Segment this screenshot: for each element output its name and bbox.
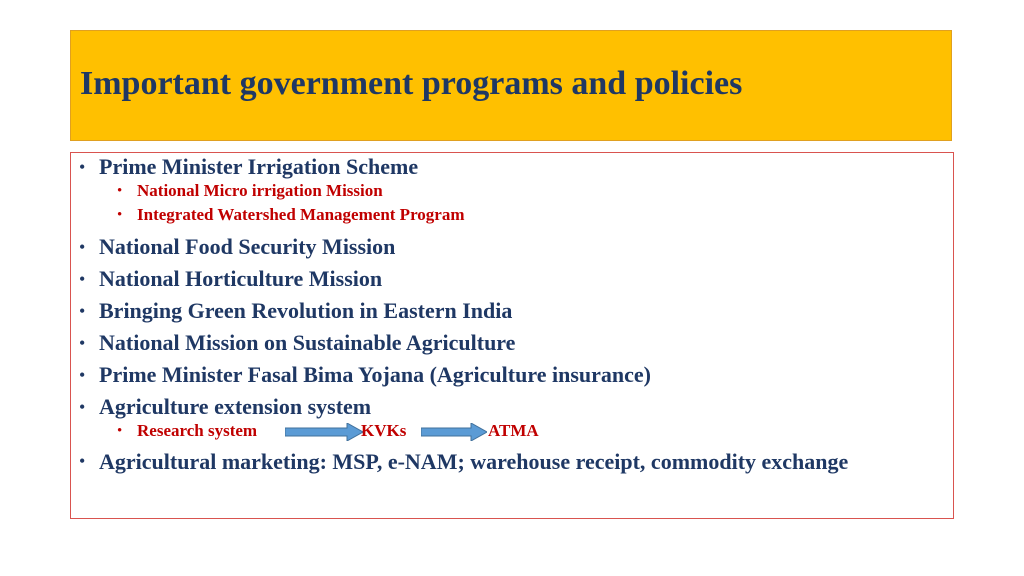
bullet-list [79,153,939,480]
flow-step-atma: ATMA [488,421,539,440]
list-item [79,363,939,387]
list-item [79,235,939,259]
bullet-icon: • [79,365,86,385]
list-item [79,267,939,291]
bullet-icon: • [79,157,86,177]
bullet-icon: • [79,301,86,321]
sub-item-text: Integrated Watershed Management Program [137,205,465,224]
bullet-icon: • [79,269,86,289]
item-text: National Food Security Mission [99,234,396,259]
title-banner [70,30,952,141]
extension-flow [117,419,939,443]
list-item [79,451,939,472]
list-item [79,299,939,323]
bullet-icon: • [117,183,123,199]
item-text: Prime Minister Irrigation Scheme [99,154,419,179]
bullet-icon: • [117,423,123,439]
item-text: Agricultural marketing: MSP, e-NAM; warehouse receipt, commodity exchange [99,449,849,474]
item-text: Prime Minister Fasal Bima Yojana (Agriculture insurance) [99,362,651,387]
right-arrow-icon [285,423,363,441]
sub-item-text: National Micro irrigation Mission [137,181,383,200]
sub-list [117,419,939,443]
item-text: National Mission on Sustainable Agriculture [99,330,516,355]
flow-step-research: Research system [137,421,258,440]
list-item [79,155,939,227]
list-item [79,395,939,443]
sub-list-item [117,179,939,203]
list-item [79,331,939,355]
bullet-icon: • [79,333,86,353]
item-text: National Horticulture Mission [99,266,383,291]
sub-list-item [117,203,939,227]
flow-step-kvks: KVKs [361,421,407,440]
content-panel [70,152,954,519]
bullet-icon: • [79,237,86,257]
item-text: Bringing Green Revolution in Eastern India [99,298,513,323]
item-text: Agriculture extension system [99,394,372,419]
sub-list [117,179,939,227]
bullet-icon: • [117,207,123,223]
right-arrow-icon [421,423,487,441]
bullet-icon: • [79,451,86,471]
slide-title: Important government programs and policies [80,65,743,102]
bullet-icon: • [79,397,86,417]
